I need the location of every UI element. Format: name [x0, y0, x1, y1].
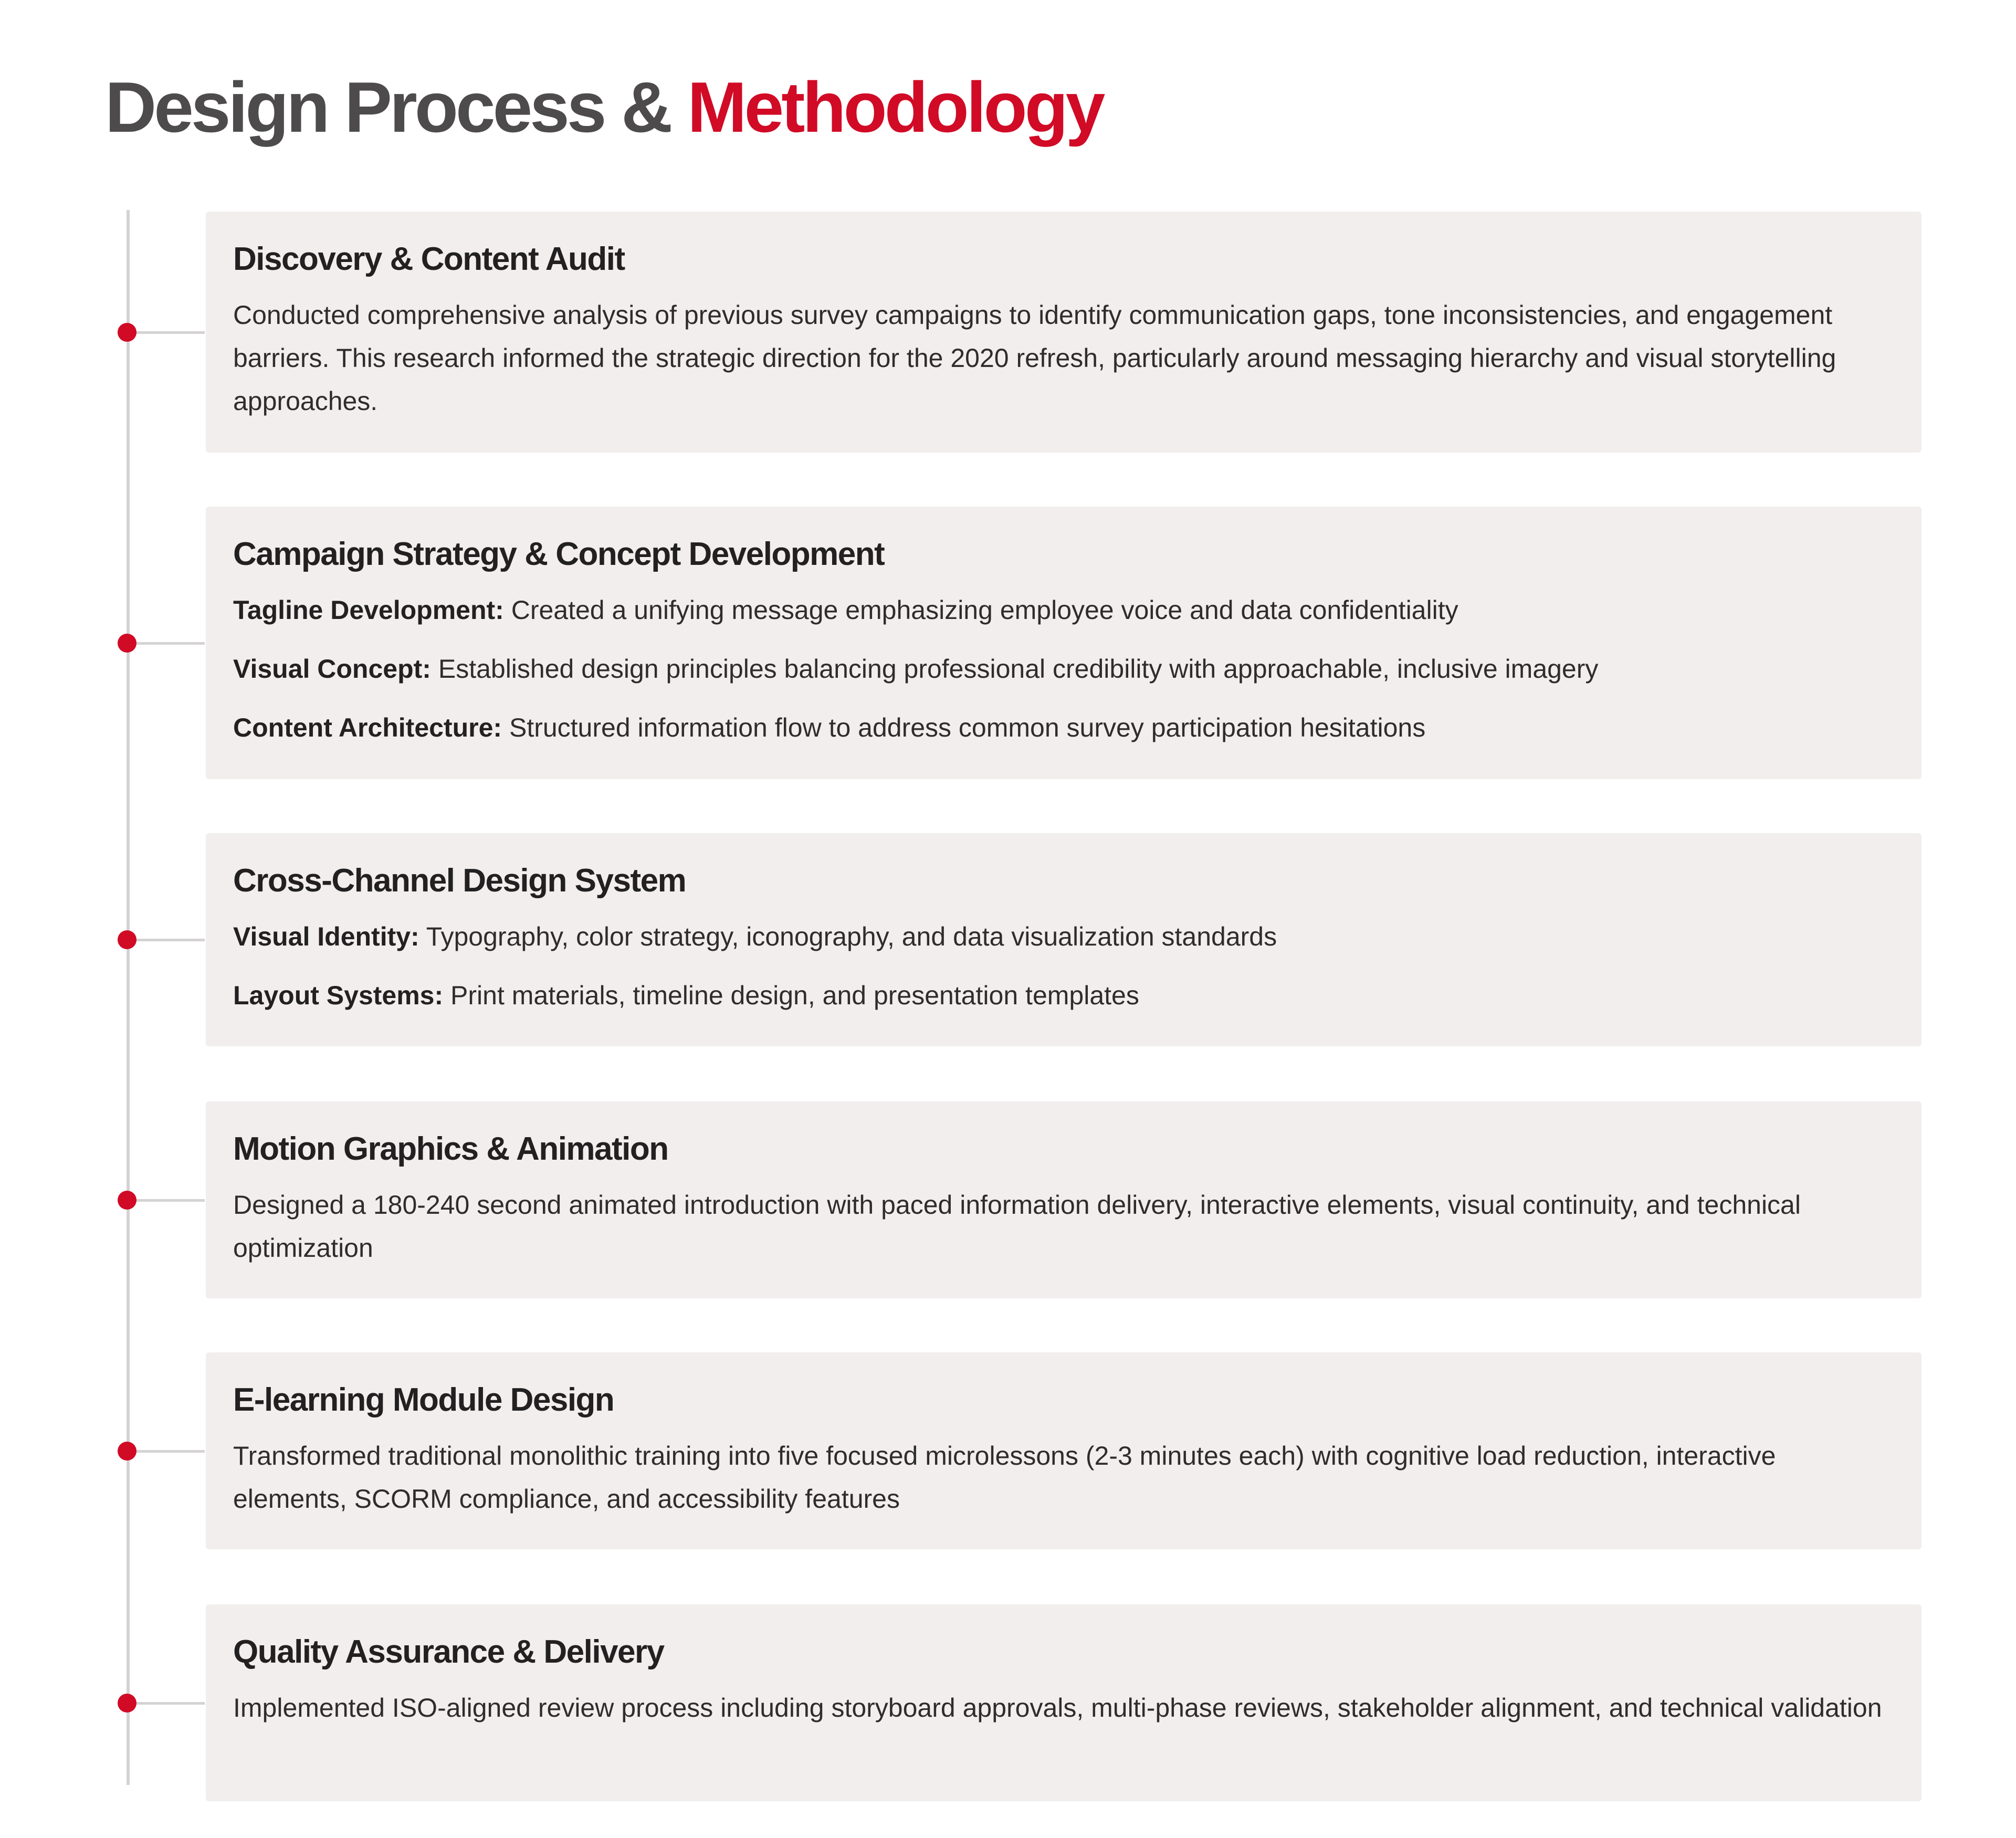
step-title: Cross-Channel Design System: [233, 863, 686, 899]
detail-visual-concept: [233, 647, 1895, 690]
timeline-connector: [129, 1702, 205, 1705]
timeline-node-dot: [118, 930, 136, 949]
detail-label: Content Architecture:: [233, 713, 502, 743]
detail-label: Layout Systems:: [233, 981, 444, 1011]
step-title: Motion Graphics & Animation: [233, 1131, 668, 1167]
detail-text: Established design principles balancing professional credibility with approachable, inclusive imagery: [438, 654, 1599, 684]
detail-content-architecture: [233, 706, 1895, 749]
detail-text: Created a unifying message emphasizing employee voice and data confidentiality: [511, 595, 1458, 625]
step-title: Quality Assurance & Delivery: [233, 1634, 664, 1670]
timeline-connector: [129, 642, 205, 645]
step-description: Implemented ISO-aligned review process including storyboard approvals, multi-phase reviews, stakeholder alignment, and technical validation: [233, 1693, 1882, 1723]
detail-label: Visual Concept:: [233, 654, 431, 684]
timeline-node-dot: [118, 323, 136, 342]
timeline-node-dot: [118, 634, 136, 653]
detail-visual-identity: [233, 915, 1895, 958]
step-card-campaign-strategy: [206, 507, 1922, 779]
timeline-connector: [129, 331, 205, 334]
detail-layout-systems: [233, 974, 1895, 1017]
step-card-quality-assurance: [206, 1604, 1922, 1801]
step-description: Conducted comprehensive analysis of previous survey campaigns to identify communication gaps, tone inconsistencies, and engagement barriers. This research informed the strategic direction for the 2020 refresh, particularly around messaging hierarchy and visual storytelling approaches.: [233, 300, 1836, 416]
timeline-node-dot: [118, 1191, 136, 1210]
step-card-discovery: [206, 212, 1922, 453]
step-description: Transformed traditional monolithic training into five focused microlessons (2-3 minutes each) with cognitive load reduction, interactive elements, SCORM compliance, and accessibility features: [233, 1441, 1776, 1514]
detail-label: Visual Identity:: [233, 922, 419, 952]
page-title-accent: Methodology: [687, 67, 1103, 147]
detail-text: Print materials, timeline design, and presentation templates: [450, 981, 1139, 1011]
step-card-elearning: [206, 1352, 1922, 1549]
detail-text: Typography, color strategy, iconography, and data visualization standards: [426, 922, 1277, 952]
step-title: E-learning Module Design: [233, 1382, 614, 1418]
timeline-connector: [129, 1450, 205, 1453]
timeline-line: [127, 210, 130, 1785]
timeline-node-dot: [118, 1442, 136, 1461]
detail-tagline-development: [233, 589, 1895, 632]
step-title: Discovery & Content Audit: [233, 241, 625, 277]
step-card-design-system: [206, 833, 1922, 1046]
timeline-connector: [129, 1199, 205, 1202]
detail-label: Tagline Development:: [233, 595, 504, 625]
step-title: Campaign Strategy & Concept Development: [233, 536, 885, 572]
page-title-main: Design Process &: [105, 67, 670, 147]
detail-text: Structured information flow to address common survey participation hesitations: [509, 713, 1426, 743]
timeline-node-dot: [118, 1694, 136, 1713]
step-description: Designed a 180-240 second animated introduction with paced information delivery, interactive elements, visual continuity, and technical optimization: [233, 1190, 1801, 1263]
timeline-connector: [129, 939, 205, 941]
step-card-motion-graphics: [206, 1101, 1922, 1298]
